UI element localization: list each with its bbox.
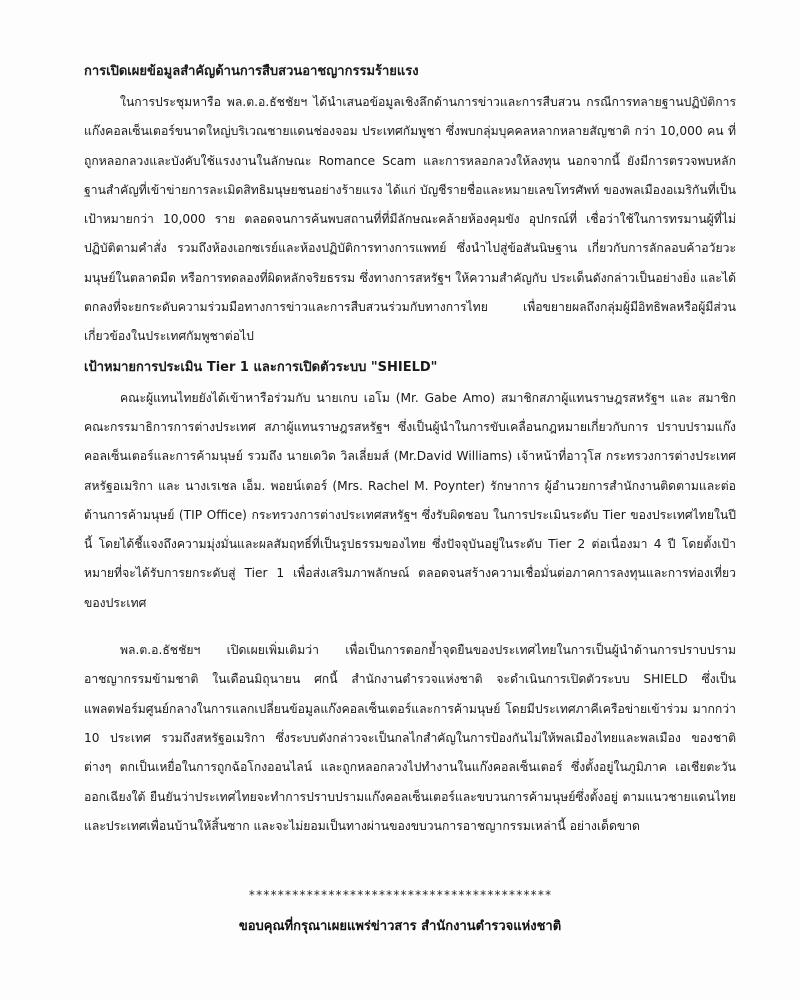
section-heading-tier1-shield: เป้าหมายการประเมิน Tier 1 และการเปิดตัวระบบ "SHIELD" — [84, 359, 438, 375]
section-heading-investigation: การเปิดเผยข้อมูลสำคัญด้านการสืบสวนอาชญากรรมร้ายแรง — [84, 64, 419, 79]
paragraph-shield-launch: พล.ต.อ.ธัชชัยฯ เปิดเผยเพิ่มเติมว่า เพื่อเป็นการตอกย้ำจุดยืนของประเทศไทยในการเป็นผู้นำด้านการปราบปราม อาชญากรรมข้ามชาติ ในเดือนมิถุนายน ศกนี้ สำนักงานตำรวจแห่งชาติ จะดำเนินการเปิดตัวระบบ SHIELD ซึ่งเป็น แพลตฟอร์มศูนย์กลางในการแลกเปลี่ยนข้อมูลแก๊งคอลเซ็นเตอร์และการค้ามนุษย์ โดยมีประเทศภาคีเครือข่ายเข้าร่วม มากกว่า 10 ประเทศ รวมถึงสหรัฐอเมริกา ซึ่งระบบดังกล่าวจะเป็นกลไกสำคัญในการป้องกันไม่ให้พลเมืองไทยและพลเมือง ของชาติต่างๆ ตกเป็นเหยื่อในการถูกฉ้อโกงออนไลน์ และถูกหลอกลวงไปทำงานในแก๊งคอลเซ็นเตอร์ ซึ่งตั้งอยู่ในภูมิภาค เอเชียตะวันออกเฉียงใต้ ยืนยันว่าประเทศไทยจะทำการปราบปรามแก๊งคอลเซ็นเตอร์และขบวนการค้ามนุษย์ซึ่งตั้งอยู่ ตามแนวชายแดนไทยและประเทศเพื่อนบ้านให้สิ้นซาก และจะไม่ยอมเป็นทางผ่านของขบวนการอาชญากรรมเหล่านี้ อย่างเด็ดขาด — [84, 643, 736, 833]
footer-thanks: ขอบคุณที่กรุณาเผยแพร่ข่าวสาร สำนักงานตำรวจแห่งชาติ — [238, 919, 562, 934]
paragraph-investigation: ในการประชุมหารือ พล.ต.อ.ธัชชัยฯ ได้นำเสนอข้อมูลเชิงลึกด้านการข่าวและการสืบสวน กรณีการทลายฐานปฏิบัติการแก๊งคอลเซ็นเตอร์ขนาดใหญ่บริเวณชายแดนช่องจอม ประเทศกัมพูชา ซึ่งพบกลุ่มบุคคลหลากหลายสัญชาติ กว่า 10,000 คน ที่ถูกหลอกลวงและบังคับใช้แรงงานในลักษณะ Romance Scam และการหลอกลวงให้ลงทุน นอกจากนี้ ยังมีการตรวจพบหลักฐานสำคัญที่เข้าข่ายการละเมิดสิทธิมนุษยชนอย่างร้ายแรง ได้แก่ บัญชีรายชื่อและหมายเลขโทรศัพท์ ของพลเมืองอเมริกันที่เป็นเป้าหมายกว่า 10,000 ราย ตลอดจนการค้นพบสถานที่ที่มีลักษณะคล้ายห้องคุมขัง อุปกรณ์ที่ เชื่อว่าใช้ในการทรมานผู้ที่ไม่ปฏิบัติตามคำสั่ง รวมถึงห้องเอกซเรย์และห้องปฏิบัติการทางการแพทย์ ซึ่งนำไปสู่ข้อสันนิษฐาน เกี่ยวกับการลักลอบค้าอวัยวะมนุษย์ในตลาดมืด หรือการทดลองที่ผิดหลักจริยธรรม ซึ่งทางการสหรัฐฯ ให้ความสำคัญกับ ประเด็นดังกล่าวเป็นอย่างยิ่ง และได้ตกลงที่จะยกระดับความร่วมมือทางการข่าวและการสืบสวนร่วมกับทางการไทย เพื่อขยายผลถึงกลุ่มผู้มีอิทธิพลหรือผู้มีส่วนเกี่ยวข้องในประเทศกัมพูชาต่อไป — [84, 95, 736, 344]
separator-asterisks: ****************************************** — [248, 888, 552, 902]
paragraph-delegation-meeting: คณะผู้แทนไทยยังได้เข้าหารือร่วมกับ นายเกบ เอโม (Mr. Gabe Amo) สมาชิกสภาผู้แทนราษฎรสหรัฐฯ และ สมาชิกคณะกรรมาธิการการต่างประเทศ สภาผู้แทนราษฎรสหรัฐฯ ซึ่งเป็นผู้นำในการขับเคลื่อนกฎหมายเกี่ยวกับการ ปราบปรามแก๊งคอลเซ็นเตอร์และการค้ามนุษย์ รวมถึง นายเดวิด วิลเลี่ยมส์ (Mr.David Williams) เจ้าหน้าที่อาวุโส กระทรวงการต่างประเทศสหรัฐอเมริกา และ นางเรเชล เอ็ม. พอยน์เตอร์ (Mrs. Rachel M. Poynter) รักษาการ ผู้อำนวยการสำนักงานติดตามและต่อต้านการค้ามนุษย์ (TIP Office) กระทรวงการต่างประเทศสหรัฐฯ ซึ่งรับผิดชอบ ในการประเมินระดับ Tier ของประเทศไทยในปีนี้ โดยได้ชี้แจงถึงความมุ่งมั่นและผลสัมฤทธิ์ที่เป็นรูปธรรมของไทย ซึ่งปัจจุบันอยู่ในระดับ Tier 2 ต่อเนื่องมา 4 ปี โดยตั้งเป้าหมายที่จะได้รับการยกระดับสู่ Tier 1 เพื่อส่งเสริมภาพลักษณ์ ตลอดจนสร้างความเชื่อมั่นต่อภาคการลงทุนและการท่องเที่ยวของประเทศ — [84, 390, 736, 610]
document-body — [84, 62, 736, 841]
